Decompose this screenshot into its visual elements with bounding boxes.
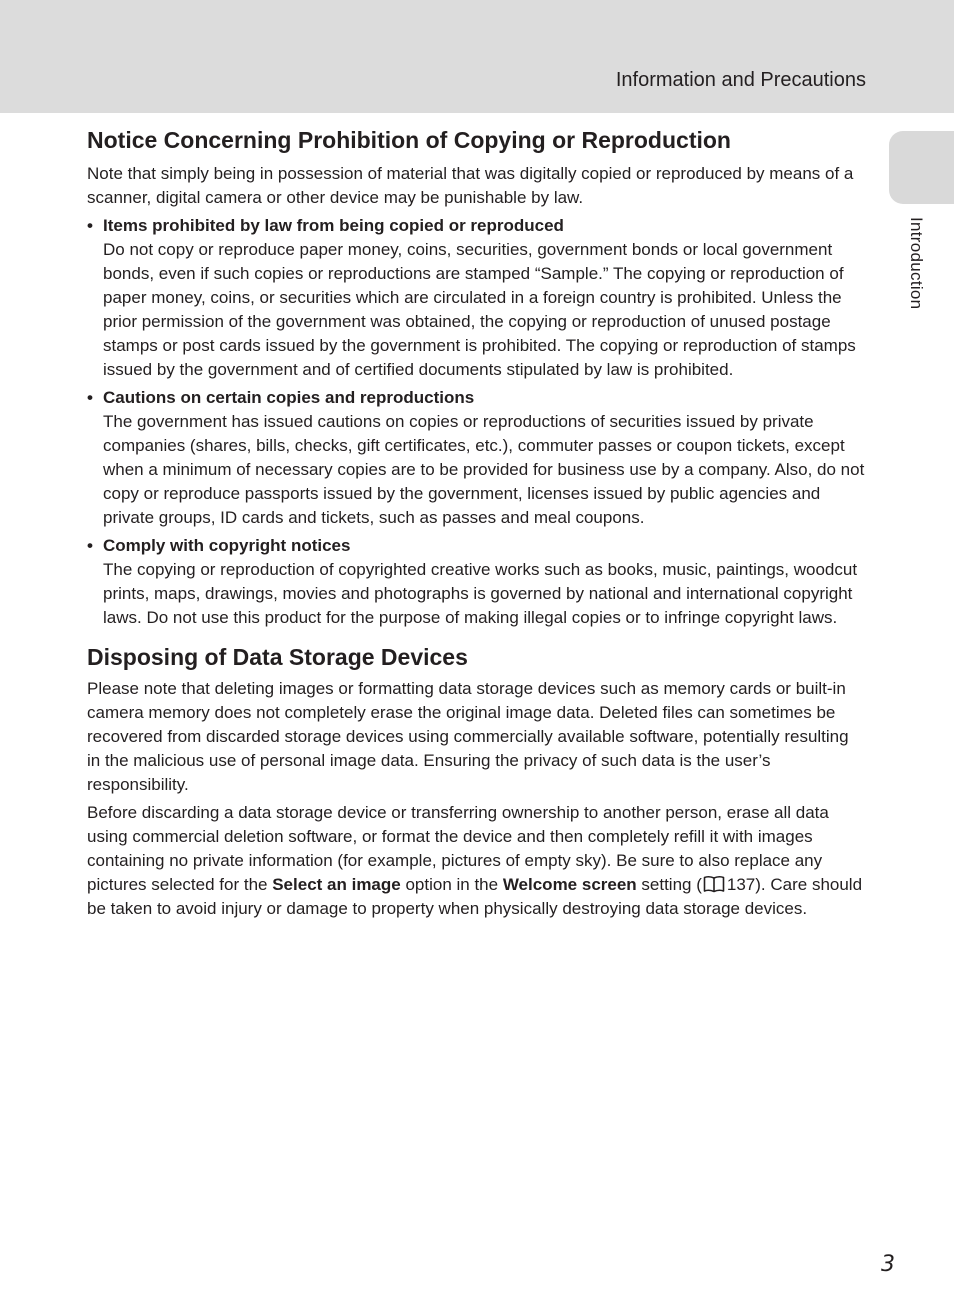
list-item: [87, 534, 865, 630]
section-intro: Note that simply being in possession of material that was digitally copied or reproduced by means of a scanner, digital camera or other device may be punishable by law.: [87, 164, 854, 207]
prohibited-items-list: [87, 214, 865, 630]
bullet-icon: •: [87, 388, 93, 407]
disposing-paragraph-2: [87, 801, 865, 921]
paragraph-text: Before discarding a data storage device or transferring ownership to another person, erase all data using commercial deletion software, or format the device and then completely refill it with images containing no private information (for example, pictures of empty sky). Be sure to also replace any pictures selected for the: [87, 803, 829, 894]
bullet-icon: •: [87, 536, 93, 555]
list-item-heading: Cautions on certain copies and reproductions: [103, 388, 475, 407]
section-title-copying: Notice Concerning Prohibition of Copying or Reproduction: [87, 127, 731, 153]
page-reference: 137: [726, 875, 756, 894]
list-item-body: The copying or reproduction of copyrighted creative works such as books, music, paintings, woodcut prints, maps, drawings, movies and photographs is governed by national and international copyright laws. Do not use this product for the purpose of making illegal copies or to infringe copyright laws.: [103, 560, 858, 627]
list-item-body: The government has issued cautions on copies or reproductions of securities issued by private companies (shares, bills, checks, gift certificates, etc.), commuter passes or coupon tickets, except when a minimum of necessary copies are to be provided for business use by a company. Also, do not copy or reproduce passports issued by the government, licenses issued by public agencies and private groups, ID cards and tickets, such as passes and meal coupons.: [103, 412, 865, 527]
side-tab-label: Introduction: [907, 217, 926, 310]
list-item: [87, 214, 865, 382]
section-title-disposing: Disposing of Data Storage Devices: [87, 644, 468, 670]
page-number: 3: [881, 1252, 895, 1277]
list-item-heading: Items prohibited by law from being copied or reproduced: [103, 216, 564, 235]
side-tab: [889, 131, 954, 204]
paragraph-text: setting (: [636, 875, 702, 894]
welcome-screen-term: Welcome screen: [502, 875, 637, 894]
list-item-heading: Comply with copyright notices: [103, 536, 351, 555]
list-item: [87, 386, 865, 530]
list-item-body: Do not copy or reproduce paper money, coins, securities, government bonds or local government bonds, even if such copies or reproductions are stamped “Sample.” The copying or reproduction of paper money, coins, or securities which are circulated in a foreign country is prohibited. Unless the prior permission of the government was obtained, the copying or reproduction of unused postage stamps or post cards issued by the government is prohibited. The copying or reproduction of stamps issued by the government and of certified documents stipulated by law is prohibited.: [103, 240, 856, 379]
bullet-icon: •: [87, 216, 93, 235]
select-an-image-term: Select an image: [272, 875, 401, 894]
paragraph-text: option in the: [400, 875, 503, 894]
book-icon: [703, 875, 725, 893]
page-content: [87, 124, 865, 921]
disposing-paragraph-1: Please note that deleting images or formatting data storage devices such as memory cards or built-in camera memory does not completely erase the original image data. Deleted files can sometimes be recovered from discarded storage devices using commercially available software, potentially resulting in the malicious use of personal image data. Ensuring the privacy of such data is the user’s responsibility.: [87, 679, 849, 794]
paragraph-text: ). Care should be taken to avoid injury or damage to property when physically destroying data storage devices.: [87, 875, 863, 918]
header-band: [0, 0, 954, 113]
header-title: Information and Precautions: [615, 69, 866, 91]
